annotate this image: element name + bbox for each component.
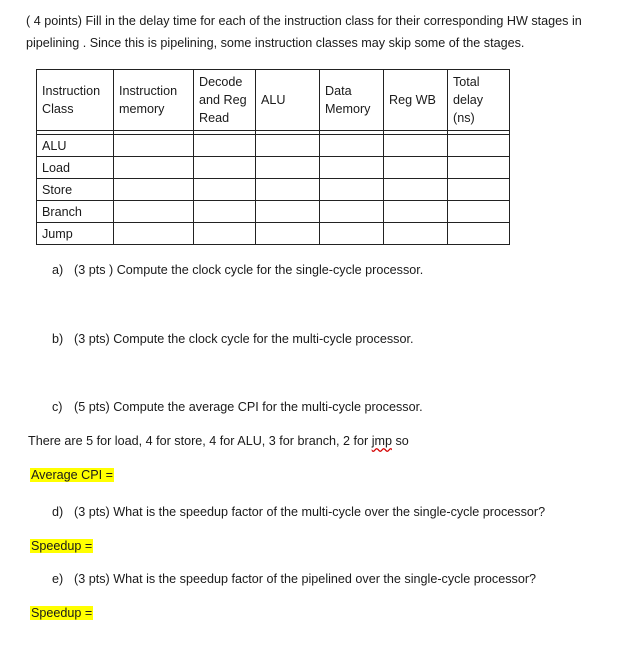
table-cell[interactable] bbox=[448, 157, 510, 179]
question-b bbox=[52, 332, 413, 346]
row-label-store: Store bbox=[37, 179, 114, 201]
table-cell[interactable] bbox=[448, 135, 510, 157]
delay-table bbox=[36, 69, 510, 245]
question-b-label: b) bbox=[52, 332, 64, 346]
table-cell[interactable] bbox=[114, 223, 194, 245]
average-cpi-answer bbox=[30, 468, 114, 482]
cycles-note-jmp: jmp bbox=[371, 434, 392, 448]
question-a bbox=[52, 263, 423, 277]
speedup-d-answer bbox=[30, 539, 93, 553]
table-row bbox=[37, 135, 510, 157]
question-c-text: (5 pts) Compute the average CPI for the multi-cycle processor. bbox=[74, 400, 423, 414]
table-cell[interactable] bbox=[320, 223, 384, 245]
table-cell[interactable] bbox=[194, 135, 256, 157]
table-cell[interactable] bbox=[256, 223, 320, 245]
table-cell[interactable] bbox=[114, 179, 194, 201]
table-row bbox=[37, 201, 510, 223]
question-a-label: a) bbox=[52, 263, 64, 277]
table-cell[interactable] bbox=[194, 179, 256, 201]
cycles-note bbox=[28, 434, 409, 448]
table-cell[interactable] bbox=[114, 135, 194, 157]
row-label-load: Load bbox=[37, 157, 114, 179]
table-cell[interactable] bbox=[448, 223, 510, 245]
header-instruction-memory: Instruction memory bbox=[114, 70, 194, 131]
question-e-text: (3 pts) What is the speedup factor of the pipelined over the single-cycle processor? bbox=[74, 572, 537, 586]
question-b-text: (3 pts) Compute the clock cycle for the multi-cycle processor. bbox=[74, 332, 414, 346]
table-cell[interactable] bbox=[448, 179, 510, 201]
question-e-label: e) bbox=[52, 572, 64, 586]
table-row bbox=[37, 179, 510, 201]
table-row bbox=[37, 223, 510, 245]
table-cell[interactable] bbox=[384, 157, 448, 179]
question-d-label: d) bbox=[52, 505, 64, 519]
table-row bbox=[37, 157, 510, 179]
header-total-delay: Total delay (ns) bbox=[448, 70, 510, 131]
intro-paragraph: ( 4 points) Fill in the delay time for each of the instruction class for their corresponding HW stages in pipelining . Since this is pipelining, some instruction classes may skip some of the stages. bbox=[26, 14, 582, 50]
header-alu: ALU bbox=[256, 70, 320, 131]
speedup-e-label[interactable]: Speedup = bbox=[31, 606, 93, 620]
question-c bbox=[52, 400, 423, 414]
row-label-branch: Branch bbox=[37, 201, 114, 223]
table-cell[interactable] bbox=[384, 223, 448, 245]
speedup-d-label[interactable]: Speedup = bbox=[31, 539, 93, 553]
table-cell[interactable] bbox=[320, 201, 384, 223]
table-cell[interactable] bbox=[384, 201, 448, 223]
question-c-label: c) bbox=[52, 400, 63, 414]
table-cell[interactable] bbox=[194, 201, 256, 223]
question-a-text: (3 pts ) Compute the clock cycle for the single-cycle processor. bbox=[74, 263, 424, 277]
table-cell[interactable] bbox=[320, 135, 384, 157]
table-cell[interactable] bbox=[320, 179, 384, 201]
row-label-jump: Jump bbox=[37, 223, 114, 245]
table-cell[interactable] bbox=[194, 157, 256, 179]
table-cell[interactable] bbox=[256, 157, 320, 179]
cycles-note-tail: so bbox=[392, 434, 409, 448]
table-cell[interactable] bbox=[384, 179, 448, 201]
table-cell[interactable] bbox=[114, 201, 194, 223]
table-cell[interactable] bbox=[320, 157, 384, 179]
question-e bbox=[52, 572, 536, 586]
cycles-note-text: There are 5 for load, 4 for store, 4 for ALU, 3 for branch, 2 for bbox=[28, 434, 372, 448]
header-instruction-class: Instruction Class bbox=[37, 70, 114, 131]
header-reg-wb: Reg WB bbox=[384, 70, 448, 131]
header-decode-reg-read: Decode and Reg Read bbox=[194, 70, 256, 131]
table-cell[interactable] bbox=[114, 157, 194, 179]
table-cell[interactable] bbox=[194, 223, 256, 245]
question-d bbox=[52, 505, 545, 519]
speedup-e-answer bbox=[30, 606, 93, 620]
table-cell[interactable] bbox=[384, 135, 448, 157]
header-data-memory: Data Memory bbox=[320, 70, 384, 131]
table-header-row bbox=[37, 70, 510, 131]
average-cpi-label[interactable]: Average CPI = bbox=[31, 468, 114, 482]
question-d-text: (3 pts) What is the speedup factor of the multi-cycle over the single-cycle processor? bbox=[74, 505, 546, 519]
table-cell[interactable] bbox=[256, 135, 320, 157]
row-label-alu: ALU bbox=[37, 135, 114, 157]
table-cell[interactable] bbox=[256, 201, 320, 223]
table-cell[interactable] bbox=[256, 179, 320, 201]
table-cell[interactable] bbox=[448, 201, 510, 223]
